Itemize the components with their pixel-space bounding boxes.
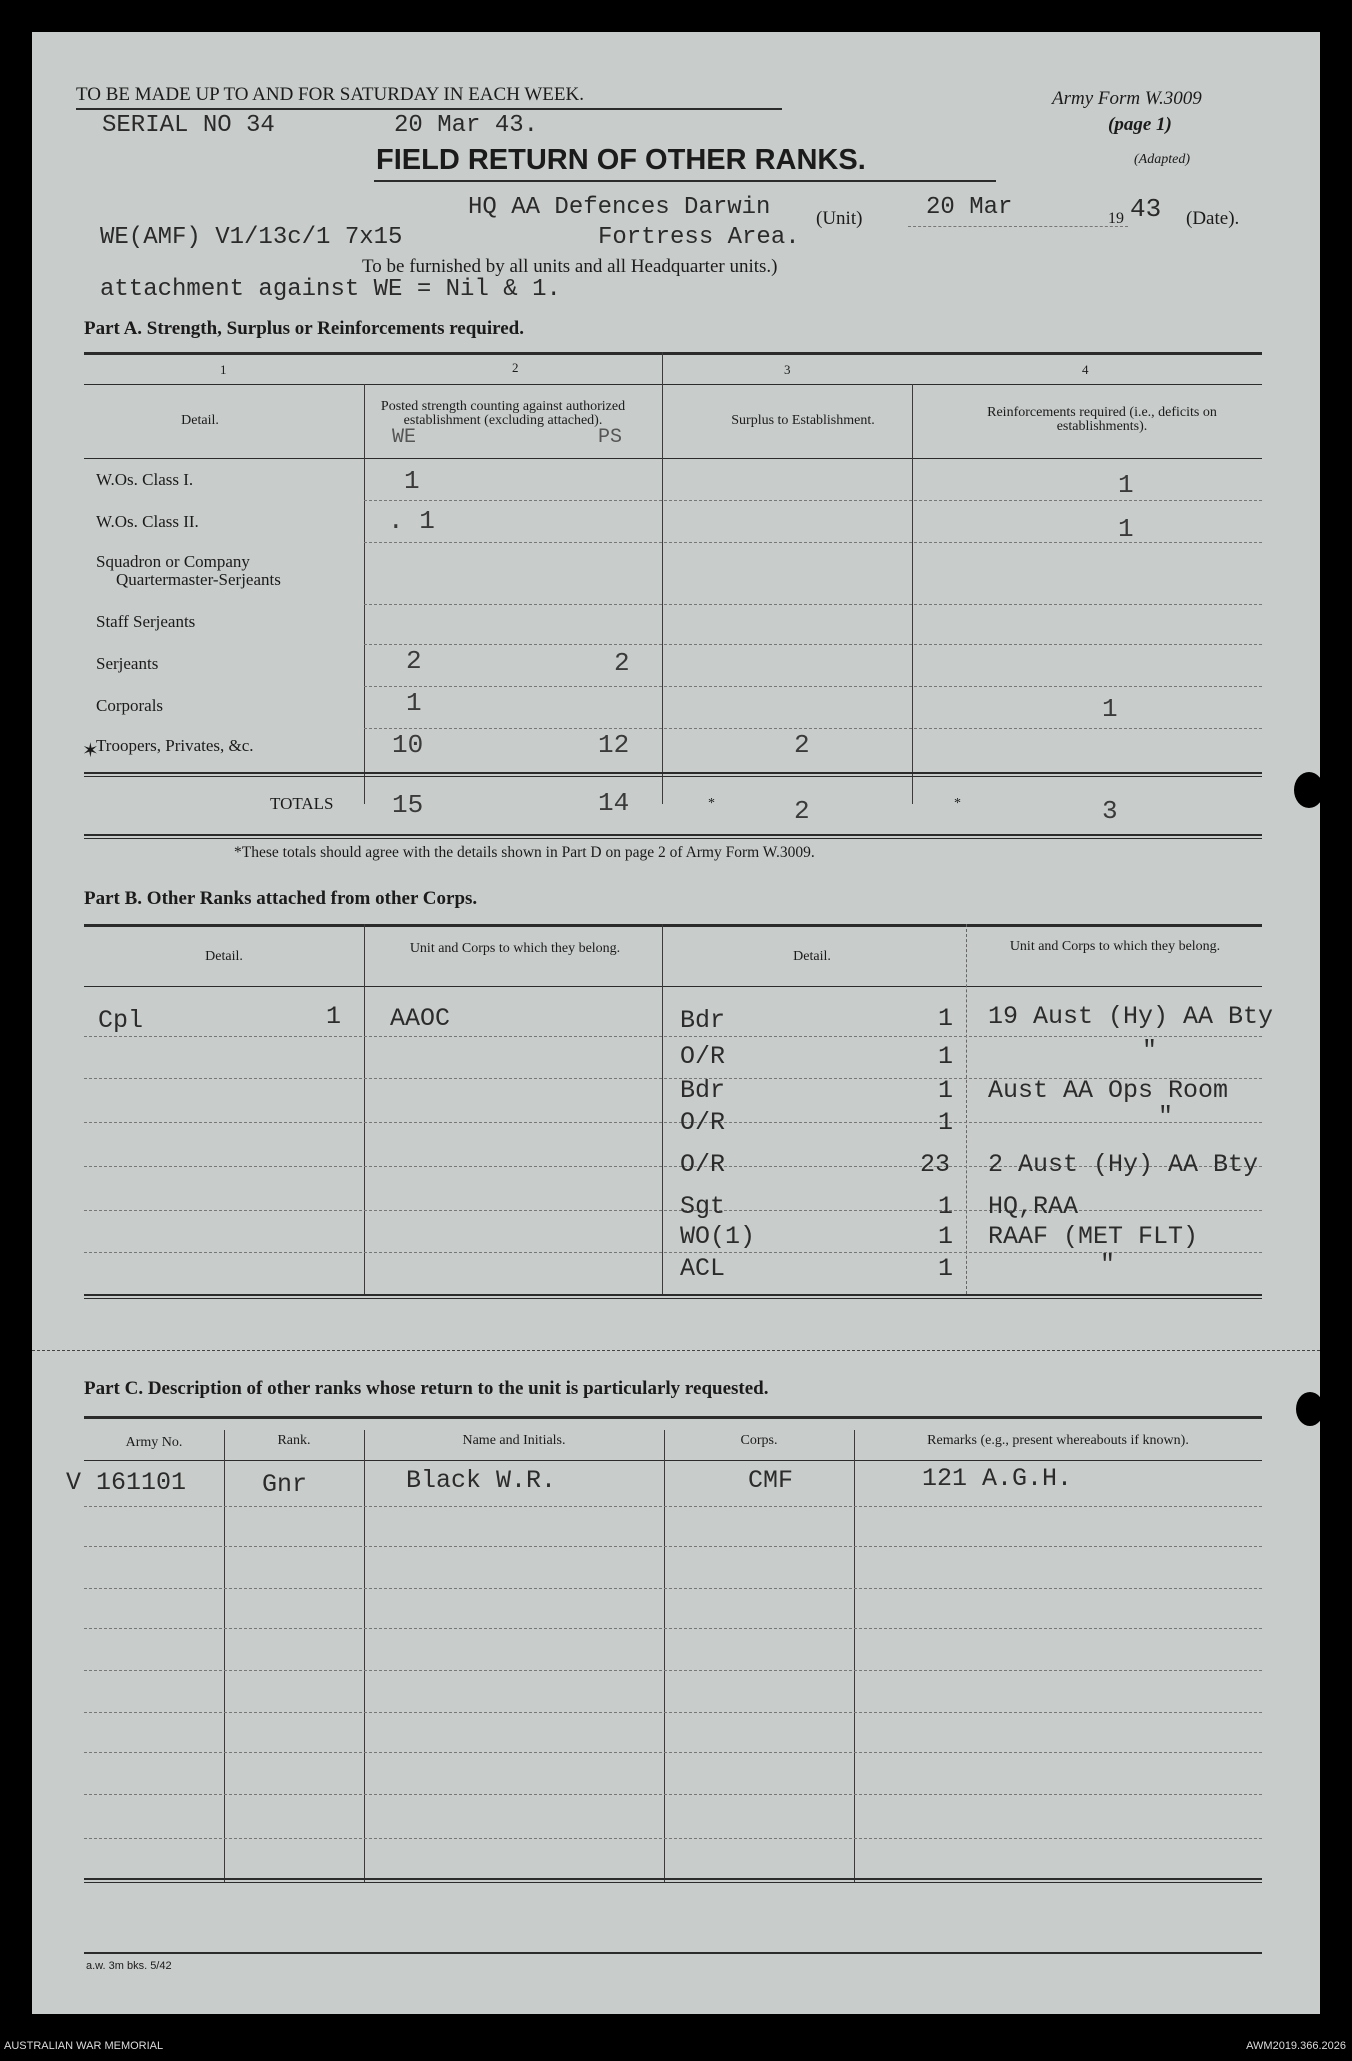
- we-value: 1: [404, 466, 420, 496]
- punch-hole: [1294, 772, 1320, 808]
- header-detail-left: Detail.: [205, 949, 243, 964]
- total-reinf: 3: [1102, 796, 1118, 826]
- adapted-label: (Adapted): [1134, 152, 1190, 167]
- requested-remarks: 121 A.G.H.: [922, 1464, 1073, 1493]
- row-label: Staff Serjeants: [96, 612, 196, 631]
- part-a-number-rule: [84, 384, 1262, 385]
- part-c-top-rule: [84, 1416, 1262, 1419]
- header-unit-right: Unit and Corps to which they belong.: [1009, 939, 1221, 954]
- part-c-header-rule: [84, 1460, 1262, 1461]
- row-label: Squadron or Company: [96, 552, 250, 571]
- attached-unit: ": [1100, 1250, 1116, 1279]
- part-b-top-rule: [84, 924, 1262, 927]
- attached-count: 1: [938, 1042, 954, 1071]
- attached-rank: Cpl: [98, 1006, 144, 1035]
- requested-rank: Gnr: [262, 1470, 308, 1499]
- row-label: Quartermaster-Serjeants: [116, 570, 281, 589]
- archive-reference: AWM2019.366.2026: [1246, 2040, 1346, 2052]
- header-rank: Rank.: [277, 1433, 311, 1448]
- row-label: W.Os. Class I.: [96, 470, 194, 489]
- row-separator: [84, 1506, 1262, 1507]
- part-a-top-rule: [84, 352, 1262, 355]
- part-b-bottom-rule-2: [84, 1298, 1262, 1299]
- row-separator: [84, 1838, 1262, 1839]
- row-label: Serjeants: [96, 654, 159, 673]
- attached-unit: RAAF (MET FLT): [988, 1222, 1199, 1251]
- serial-number: SERIAL NO 34: [102, 112, 275, 139]
- archive-credit: AUSTRALIAN WAR MEMORIAL: [4, 2040, 164, 2052]
- part-b-divider-3: [966, 924, 967, 1294]
- header-posted-strength: Posted strength counting against authorized establishment (excluding attached).: [380, 399, 626, 428]
- ps-column-mark: PS: [598, 426, 623, 449]
- header-name: Name and Initials.: [462, 1433, 566, 1448]
- row-separator: [84, 1546, 1262, 1547]
- year-suffix: 43: [1130, 194, 1162, 224]
- we-value: . 1: [388, 506, 435, 536]
- star-mark-icon: ✶: [82, 738, 99, 762]
- col-number-4: 4: [1082, 362, 1089, 377]
- part-c-divider-2: [364, 1430, 365, 1882]
- attachment-note: attachment against WE = Nil & 1.: [100, 276, 561, 303]
- totals-asterisk: *: [708, 796, 715, 811]
- attached-unit: ": [1158, 1102, 1174, 1131]
- total-surplus: 2: [794, 796, 810, 826]
- reinf-value: 1: [1118, 470, 1134, 500]
- row-label: W.Os. Class II.: [96, 512, 199, 531]
- header-remarks: Remarks (e.g., present whereabouts if known).: [927, 1433, 1189, 1448]
- totals-bottom-rule: [84, 834, 1262, 836]
- row-separator: [364, 604, 1262, 605]
- cut-line: [32, 1350, 1320, 1351]
- attached-unit: ": [1142, 1036, 1158, 1065]
- row-separator: [84, 1036, 1262, 1037]
- part-b-title: Part B. Other Ranks attached from other Corps.: [84, 888, 478, 909]
- attached-unit: 19 Aust (Hy) AA Bty: [988, 1002, 1274, 1031]
- print-code: a.w. 3m bks. 5/42: [86, 1960, 172, 1972]
- header-army-no: Army No.: [125, 1435, 183, 1450]
- row-separator: [364, 728, 1262, 729]
- reinf-value: 1: [1118, 514, 1134, 544]
- part-b-divider-2: [662, 924, 663, 1294]
- part-b-header-rule: [84, 986, 1262, 987]
- requested-corps: CMF: [748, 1466, 794, 1495]
- header-detail-right: Detail.: [793, 949, 831, 964]
- header-unit-left: Unit and Corps to which they belong.: [409, 941, 621, 956]
- attached-unit: 2 Aust (Hy) AA Bty: [988, 1150, 1259, 1179]
- attached-count: 1: [938, 1076, 954, 1105]
- attached-count: 1: [938, 1192, 954, 1221]
- part-c-bottom-rule: [84, 1952, 1262, 1954]
- part-c-total-rule-2: [84, 1882, 1262, 1883]
- attached-unit: AAOC: [390, 1004, 451, 1033]
- form-title: FIELD RETURN OF OTHER RANKS.: [376, 144, 866, 176]
- part-c-divider-4: [854, 1430, 855, 1882]
- requested-army-no: V 161101: [66, 1468, 187, 1497]
- totals-bottom-rule-2: [84, 838, 1262, 839]
- row-separator: [364, 686, 1262, 687]
- requested-name: Black W.R.: [406, 1466, 557, 1495]
- punch-hole: [1296, 1392, 1320, 1426]
- unit-label: (Unit): [816, 208, 863, 229]
- row-separator: [84, 1210, 1262, 1211]
- part-b-divider-1: [364, 924, 365, 1294]
- row-separator: [84, 1794, 1262, 1795]
- attached-count: 1: [326, 1002, 342, 1031]
- col-number-2: 2: [512, 360, 519, 375]
- header-reinforcements: Reinforcements required (i.e., deficits on establishments).: [987, 405, 1217, 434]
- attached-unit: HQ,RAA: [988, 1192, 1079, 1221]
- attached-count: 23: [920, 1150, 951, 1179]
- page-label: (page 1): [1108, 114, 1172, 135]
- part-a-header-rule: [84, 458, 1262, 459]
- ps-value: 2: [614, 648, 630, 678]
- row-separator: [84, 1122, 1262, 1123]
- attached-rank: Sgt: [680, 1192, 726, 1221]
- attached-count: 1: [938, 1254, 954, 1283]
- totals-label: TOTALS: [270, 794, 334, 813]
- attached-rank: O/R: [680, 1108, 726, 1137]
- reinf-value: 1: [1102, 694, 1118, 724]
- year-prefix: 19: [1108, 210, 1124, 227]
- title-underline: [374, 180, 996, 182]
- part-c-title: Part C. Description of other ranks whose return to the unit is particularly requested.: [84, 1378, 769, 1399]
- attached-rank: WO(1): [680, 1222, 756, 1251]
- furnish-note: To be furnished by all units and all Headquarter units.): [362, 256, 778, 277]
- instruction-underline: [76, 108, 782, 110]
- part-a-divider-1: [364, 384, 365, 804]
- we-value: 10: [392, 730, 424, 760]
- part-c-total-rule: [84, 1878, 1262, 1880]
- attached-unit: Aust AA Ops Room: [988, 1076, 1229, 1105]
- attached-rank: Bdr: [680, 1076, 726, 1105]
- part-c-divider-3: [664, 1430, 665, 1882]
- ps-value: 12: [598, 730, 630, 760]
- totals-top-rule-2: [84, 776, 1262, 777]
- we-value: 2: [406, 646, 422, 676]
- part-b-bottom-rule: [84, 1294, 1262, 1296]
- attached-count: 1: [938, 1108, 954, 1137]
- unit-name: HQ AA Defences Darwin: [468, 194, 771, 221]
- part-c-divider-1: [224, 1430, 225, 1882]
- totals-asterisk: *: [954, 796, 961, 811]
- header-surplus: Surplus to Establishment.: [731, 413, 875, 428]
- attached-rank: ACL: [680, 1254, 726, 1283]
- army-form-label: Army Form W.3009: [1052, 88, 1202, 109]
- row-separator: [364, 500, 1262, 501]
- row-separator: [84, 1712, 1262, 1713]
- col-number-3: 3: [784, 362, 791, 377]
- attached-count: 1: [938, 1222, 954, 1251]
- totals-top-rule: [84, 772, 1262, 774]
- row-separator: [364, 644, 1262, 645]
- date-line: [908, 226, 1128, 227]
- we-value: 1: [406, 688, 422, 718]
- row-separator: [84, 1588, 1262, 1589]
- part-a-title: Part A. Strength, Surplus or Reinforcements required.: [84, 318, 524, 339]
- header-corps: Corps.: [740, 1433, 778, 1448]
- row-separator: [84, 1628, 1262, 1629]
- we-column-mark: WE: [392, 426, 417, 449]
- total-we: 15: [392, 790, 424, 820]
- row-separator: [84, 1670, 1262, 1671]
- row-separator: [84, 1252, 1262, 1253]
- instruction-text: TO BE MADE UP TO AND FOR SATURDAY IN EACH WEEK.: [76, 84, 584, 105]
- form-page: [32, 32, 1320, 2014]
- date-label: (Date).: [1186, 208, 1240, 229]
- row-label: Troopers, Privates, &c.: [96, 736, 254, 755]
- attached-count: 1: [938, 1004, 954, 1033]
- total-ps: 14: [598, 788, 630, 818]
- surplus-value: 2: [794, 730, 810, 760]
- part-a-footnote: *These totals should agree with the details shown in Part D on page 2 of Army Form W.3009.: [234, 844, 815, 861]
- attached-rank: O/R: [680, 1150, 726, 1179]
- col-number-1: 1: [220, 362, 227, 377]
- we-reference: WE(AMF) V1/13c/1 7x15: [100, 224, 403, 251]
- row-label: Corporals: [96, 696, 164, 715]
- row-separator: [84, 1752, 1262, 1753]
- attached-rank: O/R: [680, 1042, 726, 1071]
- part-a-divider-3: [912, 384, 913, 804]
- serial-date: 20 Mar 43.: [394, 112, 539, 139]
- header-detail: Detail.: [181, 413, 219, 428]
- date-day: 20 Mar: [926, 194, 1013, 221]
- unit-name-continued: Fortress Area.: [598, 224, 800, 251]
- attached-rank: Bdr: [680, 1006, 726, 1035]
- part-a-divider-2: [662, 352, 663, 804]
